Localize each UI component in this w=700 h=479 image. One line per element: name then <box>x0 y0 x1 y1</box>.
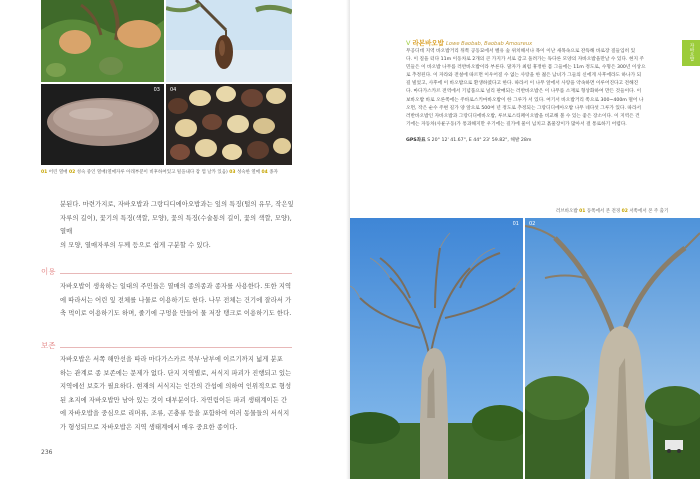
text-line: 에 따라서는 어린 잎 전체를 나물로 이용하기도 한다. 나무 전체는 건기에 잘라서 가 <box>60 296 292 304</box>
hanging-fruit-image <box>166 0 292 82</box>
photo-caption <box>556 208 668 214</box>
caption-number: 02 <box>68 170 76 175</box>
photo-number: 03 <box>153 87 160 93</box>
photo-baobab-west <box>525 218 700 479</box>
section-divider <box>60 347 292 348</box>
gps-coordinates <box>406 137 531 143</box>
text-line: 자바오밥은 서쪽 해안선을 따라 마다가스카르 북부·남부에 이르기까지 넓게 분포 <box>60 356 283 363</box>
baobab-west-image <box>525 218 700 479</box>
desc-line: 민들은 이 바오밥 나무를 러반바오밥이라 부른다. 말자가 최럼 휴정한 몸 그들에는 11m 정도로, 수형은 300년 이상으 <box>406 65 646 71</box>
caption-text: 종자 <box>269 170 278 175</box>
desc-line: 로 추정된다. 이 자라와 전설에 따르면 이우어질 수 없는 사랑을 한 젊은 남녀가 그들의 신에게 사후에라도 하나가 되 <box>406 73 642 79</box>
species-korean-name: 라본바오밥 <box>412 39 444 47</box>
text-line: 된 초지에 자바오밥만 남아 있는 것이 대부분이다. 자연림이든 파괴 생태계이든 간 <box>60 396 288 404</box>
text-line: 분된다. 마련가지로, 자바오밥과 그랑디디에아오밥과는 잎의 특징(털의 유무, 작은잎 <box>60 201 294 208</box>
side-tab-label: 자바오밥 <box>689 43 694 61</box>
desc-line: 기에는 자동차(사륜구동)가 통과해지만 우기에는 길가에 물이 넘치고 흙물장이가 많아서 걸 통로하기 어렵다. <box>406 121 627 127</box>
text-line: 가 형성되므로 자바오밥은 지역 생태계에서 매우 중요한 종이다. <box>60 423 238 431</box>
section-divider <box>60 273 292 274</box>
species-latin-name: Lowe Baobab, Baobab Amoureux <box>446 41 533 47</box>
section-side-tab <box>682 40 700 66</box>
caption-text: 동쪽에서 본 전경 <box>586 209 622 214</box>
section-heading-usage: 이용 <box>41 267 56 276</box>
baobab-east-image <box>350 218 523 479</box>
title-marker-icon: V <box>406 39 411 47</box>
text-line: 하는 관계로 종 보존에는 문제가 없다. 단지 지역별로, 서식지 파괴가 진행되고 있는 <box>60 369 292 377</box>
photo-seeds <box>166 84 292 165</box>
section-heading-conservation: 보존 <box>41 341 56 350</box>
mature-fruit-image <box>41 84 164 165</box>
photo-number: 04 <box>170 87 177 93</box>
text-line: 지역에선 보호가 필요하다. 현재의 서식지는 인간의 간섭에 의하여 인위적으로 형성 <box>60 383 292 391</box>
caption-text: 어린 열매 <box>48 170 69 175</box>
caption-number: 04 <box>261 170 268 175</box>
caption-number: 02 <box>621 209 628 214</box>
usage-paragraph <box>60 280 300 321</box>
desc-line: 다. 마다가스카르 전역에서 기념품으로 널리 판매되는 러반바오밥은 이 나무를 소재로 형상화하여 만든 것들이다. 이 <box>406 89 642 95</box>
photo-number: 01 <box>512 221 519 227</box>
desc-line: 무공디데 지역 바오밥거리 뒤쪽 공동묘에서 벨유 숲 위치해서나 목이 이난 새목속으로 잔뜩해 바로장 질들입히 있 <box>406 49 636 54</box>
photo-number: 02 <box>529 221 536 227</box>
text-line: 자바오밥이 생육하는 일대의 주민들은 열매의 종의종과 종자를 사용한다. 또한 지역 <box>60 283 292 290</box>
young-fruit-image <box>41 0 164 82</box>
caption-text: 러브바오밥 <box>556 209 580 214</box>
caption-number: 03 <box>229 170 236 175</box>
text-line: 에 자바오밥을 중심으로 리머류, 조류, 곤충류 등을 포함하여 여러 동물들의 서식지 <box>60 410 290 418</box>
gps-label: GPS좌표 <box>406 138 426 143</box>
page-number: 236 <box>41 449 53 456</box>
caption-number: 01 <box>579 209 586 214</box>
photo-young-fruit <box>41 0 164 82</box>
photo-baobab-east <box>350 218 523 479</box>
desc-line: 오면, 작은 순수 주변 길가 양 앞으로 500여 년 정도로 추정되는 그랑디디에아오밥 나무 네다섯 그루가 있다. 따라서 <box>406 105 642 111</box>
intro-paragraph <box>60 198 300 252</box>
caption-number: 01 <box>41 170 48 175</box>
gps-value: S 20° 12' 41.67", E 44° 23' 59.82", 해발 28m <box>427 138 532 143</box>
desc-line: 보바오밥 바로 오른쪽에는 주바로스키마바오밥이 한 그루가 서 있다. 여기서 바오밥거리 쪽으로 300~400m 떨어 나 <box>406 97 644 103</box>
caption-text: 성숙한 열매 <box>236 170 262 175</box>
species-description <box>406 48 692 129</box>
right-page <box>350 0 700 479</box>
text-line: 의 모양, 열매자루의 두께 등으로 쉽게 구분할 수 있다. <box>60 241 211 249</box>
conservation-paragraph <box>60 353 300 435</box>
seeds-image <box>166 84 292 165</box>
desc-line: 길 빌었고, 사후에 이 바오밥으로 환생하였다고 한다. 따라서 이 나무 앞에서 사랑을 약속하면 이루어진다고 전해진 <box>406 81 639 87</box>
species-title <box>406 38 532 47</box>
text-line: 축 먹이로 이용하기도 하며, 줄기에 구멍을 만들어 물 저장 탱크로 이용하기도 한다. <box>60 310 292 318</box>
caption-text: 서쪽에서 본 주 출기 <box>629 209 669 214</box>
photo-mature-fruit <box>41 84 164 165</box>
photo-hanging-fruit <box>166 0 292 82</box>
caption-text: 성숙 중인 열매(열매자루 아래부분이 비후하여있고 털을내다 잠 껍 날카 있음) <box>76 170 230 175</box>
photo-caption <box>41 169 278 175</box>
desc-line: 다. 이 질을 터다 11m 이동차로 2개의 큰 가지가 서로 감고 돌려가는 독다른 모양의 자바오밥을만날 수 있다. 현지 주 <box>406 57 645 63</box>
text-line: 자루의 길이), 꽃기의 특징(색깔, 모양), 꽃의 특징(수술통의 길이, 꽃의 색깔, 모양), 열매 <box>60 214 292 236</box>
desc-line: 러반바오밥인 자바오밥과 그랑디디에바오밥, 루브로스티페이오밥을 비교해 볼 수 있는 좋은 장소이다. 이 지역은 건 <box>406 113 640 119</box>
